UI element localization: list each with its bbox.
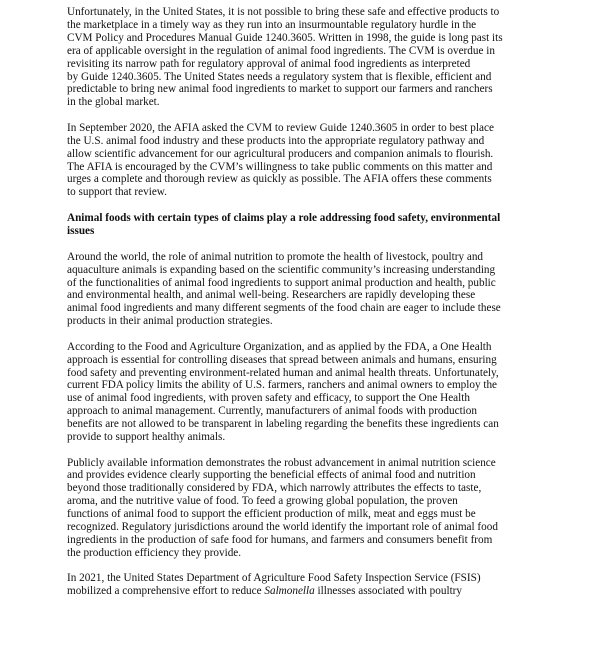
text-line: In September 2020, the AFIA asked the CVM to review Guide 1240.3605 in order to best place	[67, 121, 494, 134]
text-line: aquaculture animals is expanding based on the scientific community’s increasing understanding	[67, 263, 496, 276]
text-line: food safety and preventing environment-related human and animal health threats. Unfortunately,	[67, 366, 499, 379]
paragraph-fsis-salmonella	[67, 572, 537, 598]
text-line: aroma, and the nutritive value of food. To feed a growing global population, the proven	[67, 495, 458, 508]
text-line: the U.S. animal food industry and these products into the appropriate regulatory pathway and	[67, 134, 485, 147]
text-segment: mobilized a comprehensive effort to reduce	[67, 585, 265, 598]
text-line: current FDA policy limits the ability of U.S. farmers, ranchers and animal owners to employ the	[67, 379, 497, 392]
text-line	[67, 585, 537, 598]
text-line: functions of animal food to support the efficient production of milk, meat and eggs must be	[67, 508, 476, 521]
paragraph-afia-review-request	[67, 122, 537, 199]
text-line: by Guide 1240.3605. The United States needs a regulatory system that is flexible, efficient and	[67, 70, 492, 83]
text-line: predictable to bring new animal food ingredients to market to support our farmers and ranchers	[67, 83, 493, 96]
text-line: ingredients in the production of safe food for humans, and farmers and consumers benefit from	[67, 534, 493, 546]
text-line: According to the Food and Agriculture Organization, and as applied by the FDA, a One Health	[67, 340, 492, 353]
text-line: Publicly available information demonstrates the robust advancement in animal nutrition science	[67, 456, 496, 469]
text-line: Around the world, the role of animal nutrition to promote the health of livestock, poultry and	[67, 250, 484, 263]
text-line: allow scientific advancement for our agricultural producers and companion animals to flourish.	[67, 147, 494, 160]
text-line: recognized. Regulatory jurisdictions around the world identify the important role of animal food	[67, 521, 498, 534]
paragraph-animal-nutrition-role	[67, 251, 537, 328]
section-heading	[67, 212, 537, 238]
text-line: benefits are not allowed to be transparent in labeling regarding the benefits these ingredients can	[67, 418, 499, 431]
heading-line: Animal foods with certain types of claims play a role addressing food safety, environmental	[67, 211, 501, 224]
text-segment: illnesses associated with poultry	[314, 585, 462, 598]
text-line: era of applicable oversight in the regulation of animal food ingredients. The CVM is overdue in	[67, 44, 495, 57]
salmonella-italic: Salmonella	[264, 585, 315, 598]
paragraph-nutrition-science	[67, 457, 537, 560]
text-line: in the global market.	[67, 96, 160, 109]
paragraph-regulatory-hurdle	[67, 6, 537, 109]
paragraph-one-health	[67, 341, 537, 444]
text-line: The AFIA is encouraged by the CVM’s willingness to take public comments on this matter and	[67, 160, 493, 173]
text-line: approach to animal management. Currently, manufacturers of animal foods with production	[67, 405, 477, 418]
text-line: the production efficiency they provide.	[67, 546, 242, 559]
text-line: the marketplace in a timely way as they run into an insurmountable regulatory hurdle in the	[67, 18, 477, 31]
text-line: of the functionalities of animal food ingredients to support animal production and health, public	[67, 276, 496, 289]
heading-line: issues	[67, 224, 95, 237]
text-line: use of animal food ingredients, with proven safety and efficacy, to support the One Health	[67, 392, 470, 405]
text-line: revisiting its narrow path for regulatory approval of animal food ingredients as interpreted	[67, 57, 471, 70]
text-line: and environmental health, and animal well-being. Researchers are rapidly developing these	[67, 289, 476, 302]
text-line: CVM Policy and Procedures Manual Guide 1240.3605. Written in 1998, the guide is long past its	[67, 31, 503, 44]
text-line: In 2021, the United States Department of Agriculture Food Safety Inspection Service (FSIS)	[67, 572, 481, 585]
text-line: beyond those traditionally considered by FDA, which narrowly attributes the effects to taste,	[67, 482, 482, 495]
text-line: and provides evidence clearly supporting the beneficial effects of animal food and nutrition	[67, 469, 476, 482]
text-line: to support that review.	[67, 186, 167, 199]
document-page	[67, 6, 537, 611]
text-line: approach is essential for controlling diseases that spread between animals and humans, ensuring	[67, 353, 497, 366]
text-line: Unfortunately, in the United States, it is not possible to bring these safe and effective products to	[67, 6, 500, 18]
text-line: provide to support healthy animals.	[67, 431, 226, 444]
text-line: products in their animal production strategies.	[67, 315, 273, 328]
text-line: urges a complete and thorough review as quickly as possible. The AFIA offers these comments	[67, 173, 492, 186]
text-line: animal food ingredients and many different segments of the food chain are eager to include these	[67, 302, 501, 315]
